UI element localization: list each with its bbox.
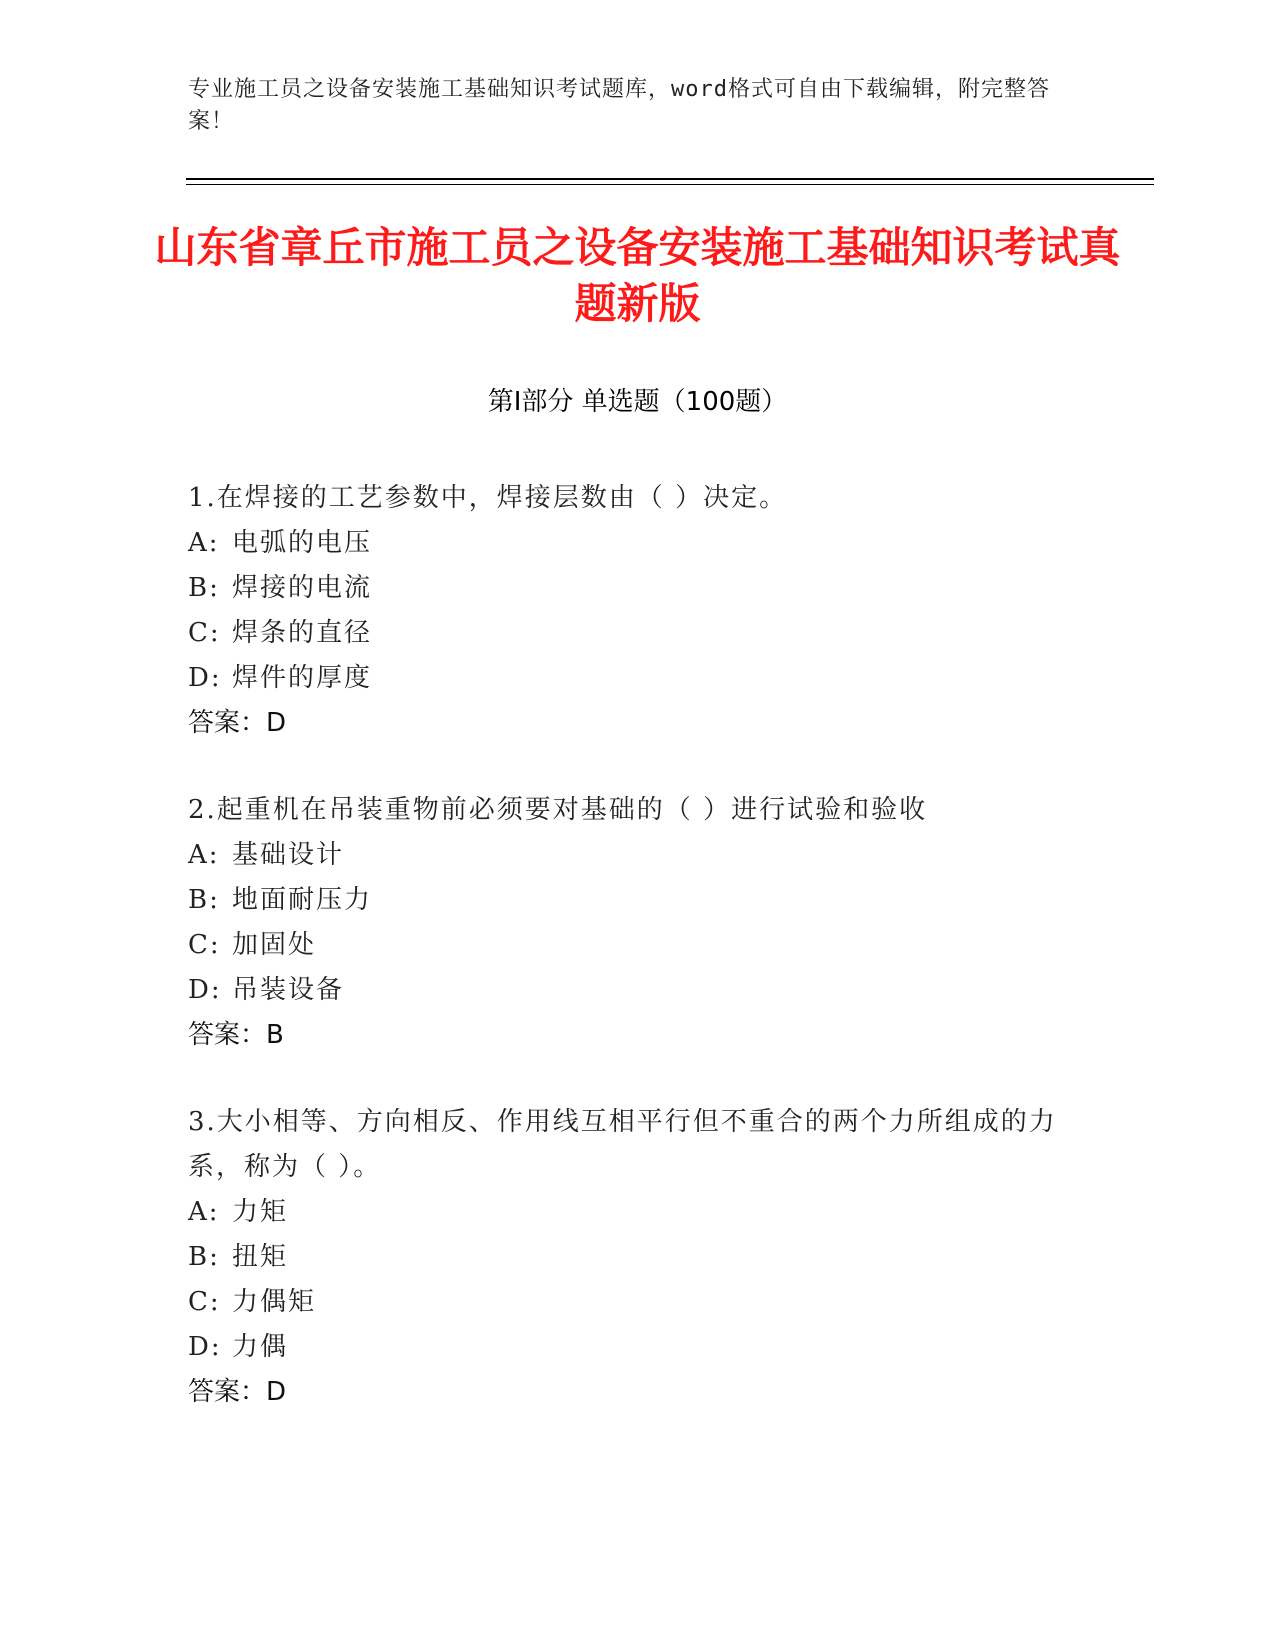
option-letter: C: <box>188 930 221 960</box>
option-text: 力矩 <box>232 1197 289 1227</box>
option-letter: C: <box>188 618 221 648</box>
option-text: 扭矩 <box>232 1242 289 1272</box>
option-text: 焊接的电流 <box>232 573 373 603</box>
question-list <box>188 476 1068 1457</box>
option-text: 地面耐压力 <box>232 885 373 915</box>
option-text: 焊件的厚度 <box>232 663 373 693</box>
answer-line: 答案：B <box>188 1020 284 1050</box>
option-c <box>188 1280 1068 1325</box>
option-a <box>188 833 1068 878</box>
section-title: 第Ⅰ部分 单选题（100题） <box>487 387 788 417</box>
option-b <box>188 566 1068 611</box>
option-text: 力偶 <box>232 1332 289 1362</box>
question-2 <box>188 788 1068 1058</box>
answer-line: 答案：D <box>188 708 287 738</box>
option-text: 吊装设备 <box>232 975 345 1005</box>
question-stem: 3.大小相等、方向相反、作用线互相平行但不重合的两个力所组成的力系，称为（ ）。 <box>188 1107 1057 1182</box>
option-text: 焊条的直径 <box>232 618 373 648</box>
header-rule-thick <box>186 178 1154 180</box>
question-stem: 1.在焊接的工艺参数中，焊接层数由（ ）决定。 <box>188 483 788 513</box>
option-letter: D: <box>188 1332 222 1362</box>
question-3 <box>188 1100 1068 1415</box>
option-d <box>188 656 1068 701</box>
option-c <box>188 611 1068 656</box>
option-letter: B: <box>188 573 220 603</box>
option-letter: B: <box>188 1242 220 1272</box>
question-1 <box>188 476 1068 746</box>
option-d <box>188 968 1068 1013</box>
option-d <box>188 1325 1068 1370</box>
option-text: 基础设计 <box>232 840 345 870</box>
header-note: 专业施工员之设备安装施工基础知识考试题库，word格式可自由下载编辑，附完整答案！ <box>188 77 1050 134</box>
option-a <box>188 1190 1068 1235</box>
option-letter: C: <box>188 1287 221 1317</box>
option-b <box>188 878 1068 923</box>
option-text: 力偶矩 <box>232 1287 317 1317</box>
option-text: 加固处 <box>232 930 317 960</box>
option-a <box>188 521 1068 566</box>
option-letter: A: <box>188 528 220 558</box>
option-letter: A: <box>188 840 220 870</box>
answer-line: 答案：D <box>188 1377 287 1407</box>
header-rule-thin <box>186 184 1154 185</box>
option-b <box>188 1235 1068 1280</box>
option-letter: D: <box>188 975 222 1005</box>
option-letter: D: <box>188 663 222 693</box>
option-c <box>188 923 1068 968</box>
option-letter: B: <box>188 885 220 915</box>
option-text: 电弧的电压 <box>232 528 373 558</box>
document-title: 山东省章丘市施工员之设备安装施工基础知识考试真题新版 <box>154 223 1121 328</box>
question-stem: 2.起重机在吊装重物前必须要对基础的（ ）进行试验和验收 <box>188 795 928 825</box>
option-letter: A: <box>188 1197 220 1227</box>
